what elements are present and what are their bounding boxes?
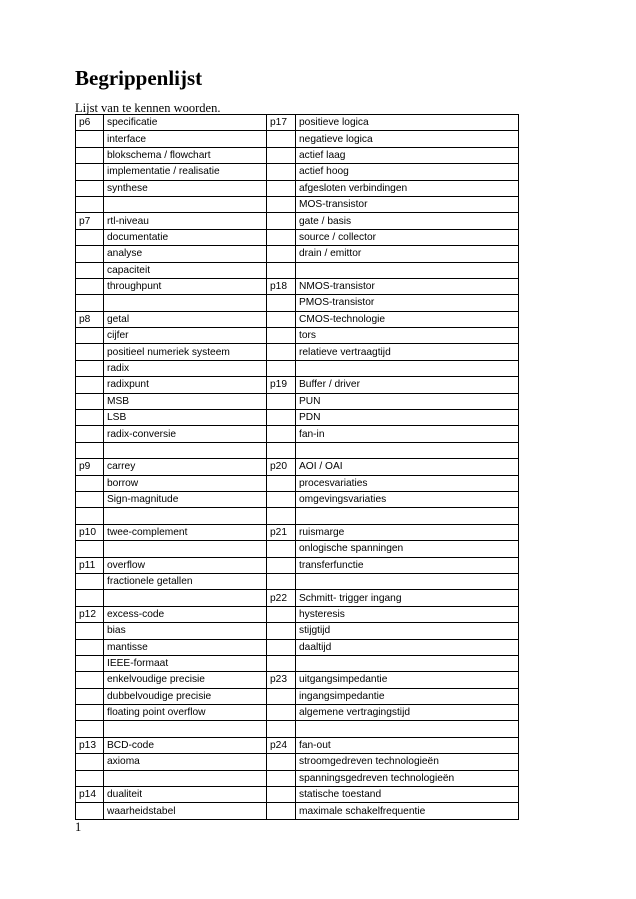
page-ref-right <box>267 344 296 360</box>
page-ref-left: p11 <box>76 557 104 573</box>
term-left: dubbelvoudige precisie <box>104 688 267 704</box>
term-right: fan-in <box>296 426 519 442</box>
term-left: capaciteit <box>104 262 267 278</box>
term-right <box>296 508 519 524</box>
page-ref-left: p6 <box>76 115 104 131</box>
term-left <box>104 721 267 737</box>
table-row <box>76 573 519 589</box>
page-ref-left <box>76 180 104 196</box>
page-ref-right <box>267 475 296 491</box>
term-left <box>104 442 267 458</box>
term-left: enkelvoudige precisie <box>104 672 267 688</box>
page-ref-left <box>76 754 104 770</box>
page-ref-right <box>267 508 296 524</box>
term-left: floating point overflow <box>104 705 267 721</box>
page-ref-right: p23 <box>267 672 296 688</box>
term-right: negatieve logica <box>296 131 519 147</box>
term-left <box>104 770 267 786</box>
term-left: radix <box>104 360 267 376</box>
term-right: afgesloten verbindingen <box>296 180 519 196</box>
page-ref-left <box>76 508 104 524</box>
table-row <box>76 442 519 458</box>
page-ref-right <box>267 557 296 573</box>
term-right: daaltijd <box>296 639 519 655</box>
page-ref-right <box>267 770 296 786</box>
table-row <box>76 328 519 344</box>
term-left: dualiteit <box>104 787 267 803</box>
page-ref-right: p18 <box>267 278 296 294</box>
table-row <box>76 295 519 311</box>
page-number: 1 <box>75 820 82 834</box>
table-row <box>76 623 519 639</box>
term-right: actief laag <box>296 147 519 163</box>
page-ref-left <box>76 295 104 311</box>
page-ref-right <box>267 229 296 245</box>
term-right: maximale schakelfrequentie <box>296 803 519 819</box>
page-ref-left <box>76 147 104 163</box>
table-row <box>76 393 519 409</box>
terms-table-body <box>76 115 519 820</box>
term-left: implementatie / realisatie <box>104 164 267 180</box>
page-ref-right <box>267 606 296 622</box>
page-ref-left <box>76 442 104 458</box>
term-left: positieel numeriek systeem <box>104 344 267 360</box>
term-right: PDN <box>296 410 519 426</box>
table-row <box>76 311 519 327</box>
table-row <box>76 262 519 278</box>
page-subtitle: Lijst van te kennen woorden. <box>75 101 221 115</box>
page-ref-right <box>267 787 296 803</box>
page-ref-left <box>76 262 104 278</box>
table-row <box>76 737 519 753</box>
term-left: documentatie <box>104 229 267 245</box>
term-right: fan-out <box>296 737 519 753</box>
page-ref-left <box>76 541 104 557</box>
term-left: throughpunt <box>104 278 267 294</box>
table-row <box>76 590 519 606</box>
term-left <box>104 541 267 557</box>
term-right <box>296 262 519 278</box>
page-ref-right: p17 <box>267 115 296 131</box>
term-left: waarheidstabel <box>104 803 267 819</box>
page-ref-right <box>267 426 296 442</box>
term-right: positieve logica <box>296 115 519 131</box>
term-left: specificatie <box>104 115 267 131</box>
term-left: twee-complement <box>104 524 267 540</box>
page-ref-left: p10 <box>76 524 104 540</box>
page-ref-right <box>267 410 296 426</box>
term-right: PMOS-transistor <box>296 295 519 311</box>
term-left: cijfer <box>104 328 267 344</box>
term-left: borrow <box>104 475 267 491</box>
page-ref-left: p8 <box>76 311 104 327</box>
table-row <box>76 475 519 491</box>
page-ref-right <box>267 393 296 409</box>
page-ref-right <box>267 164 296 180</box>
term-left: axioma <box>104 754 267 770</box>
page-ref-left <box>76 164 104 180</box>
term-left: IEEE-formaat <box>104 655 267 671</box>
term-left: Sign-magnitude <box>104 491 267 507</box>
term-right <box>296 573 519 589</box>
page-ref-right: p19 <box>267 377 296 393</box>
page-ref-right <box>267 541 296 557</box>
page-ref-left: p7 <box>76 213 104 229</box>
table-row <box>76 410 519 426</box>
page-title: Begrippenlijst <box>75 66 203 90</box>
term-left <box>104 196 267 212</box>
page-ref-right <box>267 213 296 229</box>
page-ref-right <box>267 688 296 704</box>
table-row <box>76 639 519 655</box>
term-left <box>104 508 267 524</box>
page-ref-left <box>76 639 104 655</box>
page-ref-left <box>76 655 104 671</box>
page-ref-left <box>76 721 104 737</box>
table-row <box>76 147 519 163</box>
page-ref-left <box>76 672 104 688</box>
term-left: radixpunt <box>104 377 267 393</box>
term-left: carrey <box>104 459 267 475</box>
page-ref-right: p22 <box>267 590 296 606</box>
term-left: analyse <box>104 246 267 262</box>
table-row <box>76 360 519 376</box>
term-right: AOI / OAI <box>296 459 519 475</box>
table-row <box>76 278 519 294</box>
page-ref-right <box>267 147 296 163</box>
term-left: getal <box>104 311 267 327</box>
page-ref-right: p21 <box>267 524 296 540</box>
term-left: radix-conversie <box>104 426 267 442</box>
page-ref-left <box>76 705 104 721</box>
term-right: CMOS-technologie <box>296 311 519 327</box>
table-row <box>76 491 519 507</box>
page-ref-left <box>76 328 104 344</box>
term-right <box>296 721 519 737</box>
term-left <box>104 590 267 606</box>
table-row <box>76 196 519 212</box>
term-left: bias <box>104 623 267 639</box>
term-left: LSB <box>104 410 267 426</box>
term-right: onlogische spanningen <box>296 541 519 557</box>
term-right <box>296 360 519 376</box>
page-ref-right <box>267 196 296 212</box>
term-right: Schmitt- trigger ingang <box>296 590 519 606</box>
term-left: fractionele getallen <box>104 573 267 589</box>
table-row <box>76 246 519 262</box>
table-row <box>76 754 519 770</box>
term-left: excess-code <box>104 606 267 622</box>
terms-table <box>75 114 519 820</box>
page-ref-left <box>76 196 104 212</box>
page-ref-right <box>267 180 296 196</box>
page-ref-left <box>76 393 104 409</box>
term-right: relatieve vertraagtijd <box>296 344 519 360</box>
page-ref-left <box>76 491 104 507</box>
table-row <box>76 721 519 737</box>
term-right: Buffer / driver <box>296 377 519 393</box>
page-ref-left <box>76 246 104 262</box>
term-right: stijgtijd <box>296 623 519 639</box>
term-right: spanningsgedreven technologieën <box>296 770 519 786</box>
page-ref-right <box>267 573 296 589</box>
table-row <box>76 131 519 147</box>
page-ref-left <box>76 410 104 426</box>
table-row <box>76 377 519 393</box>
page-ref-right <box>267 623 296 639</box>
page-ref-left <box>76 229 104 245</box>
page-ref-right <box>267 491 296 507</box>
term-right: MOS-transistor <box>296 196 519 212</box>
table-row <box>76 557 519 573</box>
term-right: ruismarge <box>296 524 519 540</box>
table-row <box>76 213 519 229</box>
page-ref-left <box>76 475 104 491</box>
page-ref-right <box>267 803 296 819</box>
page-ref-right <box>267 442 296 458</box>
page-ref-right <box>267 311 296 327</box>
page-ref-right <box>267 360 296 376</box>
page-ref-right: p24 <box>267 737 296 753</box>
term-right <box>296 655 519 671</box>
table-row <box>76 115 519 131</box>
term-right: omgevingsvariaties <box>296 491 519 507</box>
page-ref-right <box>267 721 296 737</box>
page-ref-left: p14 <box>76 787 104 803</box>
page-ref-right <box>267 262 296 278</box>
table-row <box>76 803 519 819</box>
term-right: statische toestand <box>296 787 519 803</box>
page-ref-left: p12 <box>76 606 104 622</box>
table-row <box>76 229 519 245</box>
page-ref-left <box>76 623 104 639</box>
table-row <box>76 787 519 803</box>
table-row <box>76 344 519 360</box>
term-left: MSB <box>104 393 267 409</box>
page-ref-left <box>76 131 104 147</box>
term-right: drain / emittor <box>296 246 519 262</box>
term-right: ingangsimpedantie <box>296 688 519 704</box>
term-right: gate / basis <box>296 213 519 229</box>
term-left: blokschema / flowchart <box>104 147 267 163</box>
term-left: synthese <box>104 180 267 196</box>
page-ref-left <box>76 770 104 786</box>
term-right: transferfunctie <box>296 557 519 573</box>
table-row <box>76 459 519 475</box>
page-ref-left: p13 <box>76 737 104 753</box>
table-row <box>76 770 519 786</box>
table-row <box>76 606 519 622</box>
term-right: actief hoog <box>296 164 519 180</box>
page-ref-left <box>76 688 104 704</box>
table-row <box>76 164 519 180</box>
table-row <box>76 524 519 540</box>
term-left: overflow <box>104 557 267 573</box>
table-row <box>76 426 519 442</box>
page-ref-right <box>267 754 296 770</box>
table-row <box>76 688 519 704</box>
page-ref-left <box>76 426 104 442</box>
page-ref-right <box>267 639 296 655</box>
term-right: procesvariaties <box>296 475 519 491</box>
page-ref-left <box>76 278 104 294</box>
table-row <box>76 180 519 196</box>
page-ref-left <box>76 344 104 360</box>
page-ref-right <box>267 328 296 344</box>
table-row <box>76 705 519 721</box>
page-ref-left <box>76 377 104 393</box>
page-ref-right <box>267 705 296 721</box>
term-left <box>104 295 267 311</box>
page-ref-right <box>267 246 296 262</box>
page-ref-right <box>267 655 296 671</box>
page-ref-left <box>76 360 104 376</box>
term-right: NMOS-transistor <box>296 278 519 294</box>
page-ref-left <box>76 573 104 589</box>
term-right: source / collector <box>296 229 519 245</box>
page-ref-left <box>76 590 104 606</box>
page-ref-right: p20 <box>267 459 296 475</box>
term-left: BCD-code <box>104 737 267 753</box>
term-right: algemene vertragingstijd <box>296 705 519 721</box>
page-ref-left: p9 <box>76 459 104 475</box>
term-left: mantisse <box>104 639 267 655</box>
term-right <box>296 442 519 458</box>
table-row <box>76 655 519 671</box>
term-right: PUN <box>296 393 519 409</box>
table-row <box>76 508 519 524</box>
term-right: uitgangsimpedantie <box>296 672 519 688</box>
term-right: hysteresis <box>296 606 519 622</box>
page-ref-left <box>76 803 104 819</box>
term-left: rtl-niveau <box>104 213 267 229</box>
page-ref-right <box>267 131 296 147</box>
term-right: tors <box>296 328 519 344</box>
term-right: stroomgedreven technologieën <box>296 754 519 770</box>
table-row <box>76 541 519 557</box>
page-ref-right <box>267 295 296 311</box>
table-row <box>76 672 519 688</box>
term-left: interface <box>104 131 267 147</box>
